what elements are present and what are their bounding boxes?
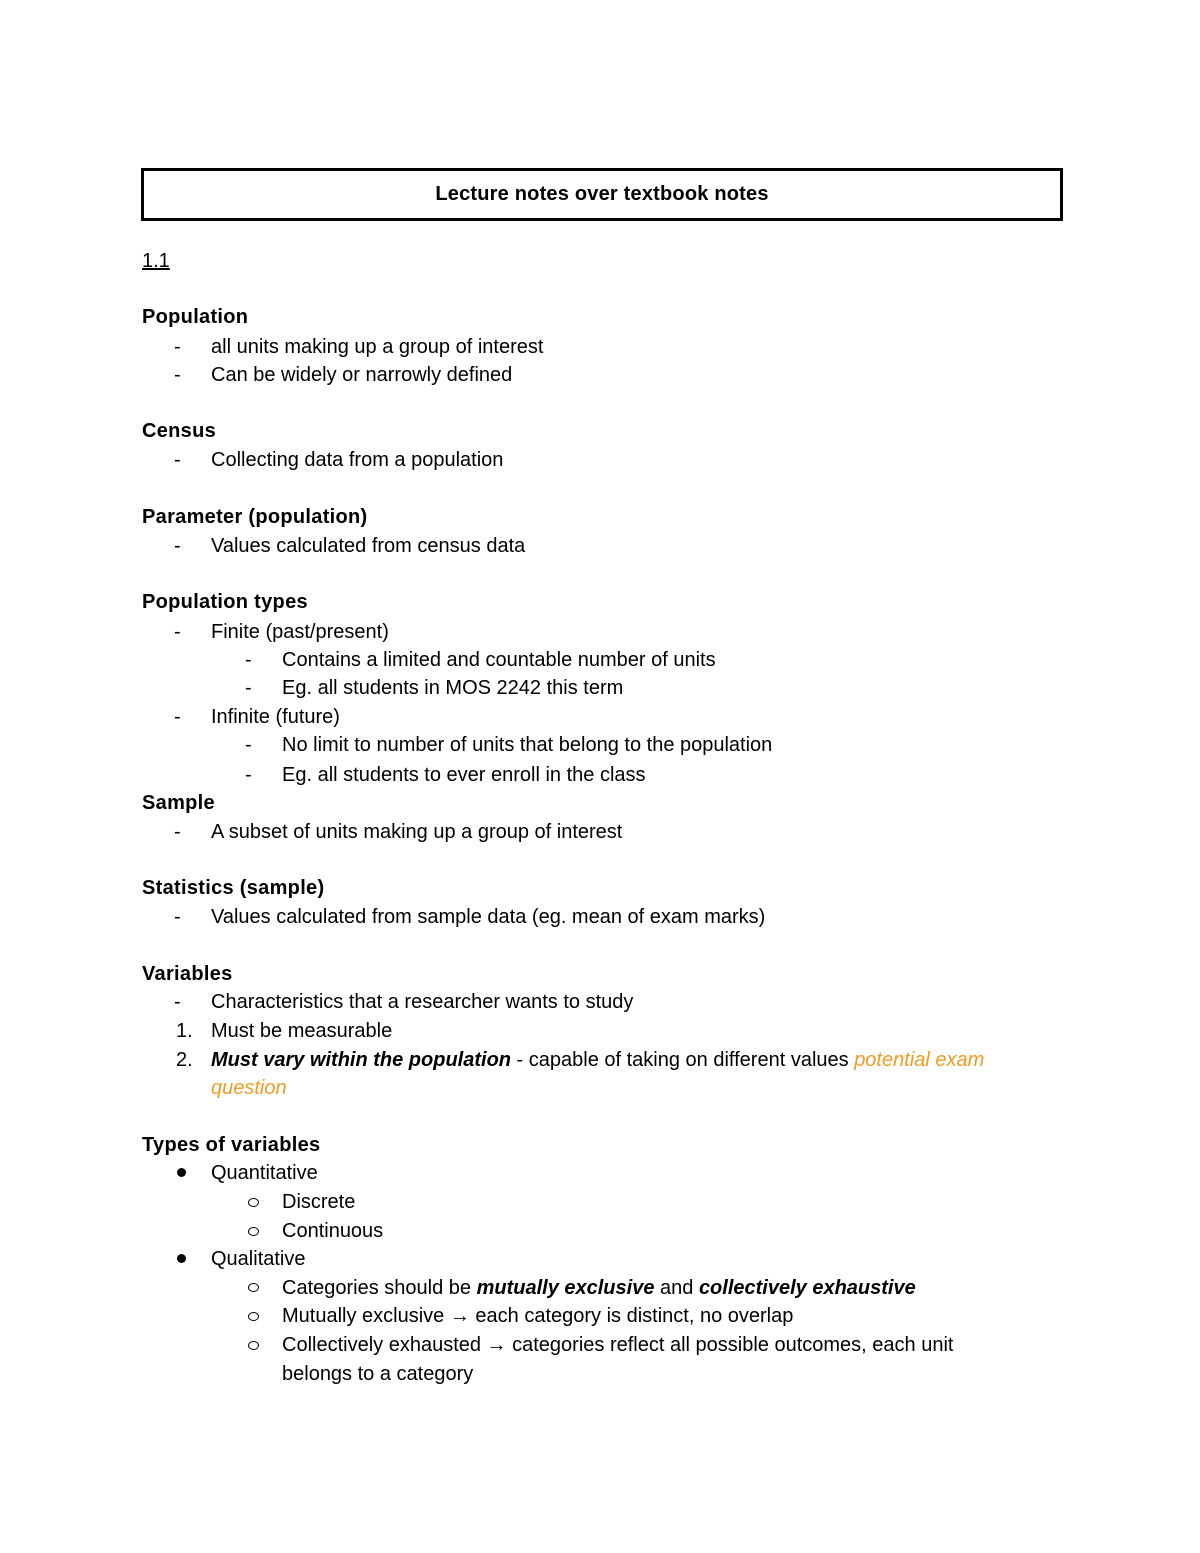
emphasis-text: Must vary within the population (211, 1049, 511, 1071)
statistics-item: Values calculated from sample data (eg. mean of exam marks) (211, 906, 766, 928)
dash-marker: - (245, 649, 252, 671)
variables-item-2 (211, 1048, 984, 1072)
list-number: 1. (176, 1020, 193, 1042)
dash-marker: - (245, 734, 252, 756)
finite-item: Eg. all students in MOS 2242 this term (282, 677, 624, 699)
dash-marker: - (174, 821, 181, 843)
heading-population: Population (142, 306, 249, 328)
qualitative-label: Qualitative (211, 1248, 306, 1270)
heading-parameter: Parameter (population) (142, 506, 368, 528)
dash-marker: - (174, 449, 181, 471)
qualitative-categories-item (282, 1276, 916, 1300)
dash-marker: - (174, 706, 181, 728)
dash-marker: - (174, 535, 181, 557)
quantitative-label: Quantitative (211, 1162, 318, 1184)
parameter-item: Values calculated from census data (211, 535, 526, 557)
census-item: Collecting data from a population (211, 449, 504, 471)
hollow-bullet-icon (248, 1341, 259, 1350)
filled-bullet-icon (177, 1168, 186, 1177)
dash-marker: - (174, 991, 181, 1013)
heading-population-types: Population types (142, 591, 308, 613)
hollow-bullet-icon (248, 1312, 259, 1321)
emphasis-text: collectively exhaustive (698, 1277, 916, 1299)
heading-types-of-variables: Types of variables (142, 1134, 321, 1156)
dash-marker: - (174, 906, 181, 928)
title-box (141, 168, 1063, 221)
finite-label: Finite (past/present) (211, 621, 389, 643)
finite-item: Contains a limited and countable number of units (282, 649, 716, 671)
collectively-exhausted-item: Collectively exhausted → categories reflect all possible outcomes, each unit (282, 1334, 954, 1356)
hollow-bullet-icon (248, 1283, 259, 1292)
sample-item: A subset of units making up a group of interest (211, 821, 623, 843)
population-item: all units making up a group of interest (211, 336, 544, 358)
dash-marker: - (245, 677, 252, 699)
quantitative-item: Continuous (282, 1220, 384, 1242)
hollow-bullet-icon (248, 1227, 259, 1236)
document-title: Lecture notes over textbook notes (435, 183, 769, 205)
categories-prefix: Categories should be (282, 1277, 477, 1299)
emphasis-text: mutually exclusive (476, 1277, 655, 1299)
exam-note-continued: question (211, 1077, 287, 1099)
infinite-label: Infinite (future) (211, 706, 340, 728)
dash-marker: - (174, 364, 181, 386)
categories-and: and (654, 1277, 699, 1299)
exam-note: potential exam (854, 1049, 985, 1071)
variables-dash-item: Characteristics that a researcher wants to study (211, 991, 634, 1013)
dash-marker: - (174, 621, 181, 643)
variables-item-2-text: - capable of taking on different values (511, 1049, 855, 1071)
heading-variables: Variables (142, 963, 233, 985)
dash-marker: - (245, 764, 252, 786)
infinite-item: Eg. all students to ever enroll in the class (282, 764, 646, 786)
filled-bullet-icon (177, 1254, 186, 1263)
heading-census: Census (142, 420, 217, 442)
infinite-item: No limit to number of units that belong to the population (282, 734, 773, 756)
quantitative-item: Discrete (282, 1191, 356, 1213)
mutually-exclusive-item: Mutually exclusive → each category is distinct, no overlap (282, 1305, 794, 1327)
population-item: Can be widely or narrowly defined (211, 364, 513, 386)
hollow-bullet-icon (248, 1198, 259, 1207)
variables-item-1: Must be measurable (211, 1020, 393, 1042)
heading-sample: Sample (142, 792, 215, 814)
list-number: 2. (176, 1049, 193, 1071)
collectively-exhausted-item-continued: belongs to a category (282, 1363, 474, 1385)
dash-marker: - (174, 336, 181, 358)
section-number: 1.1 (142, 250, 170, 272)
heading-statistics: Statistics (sample) (142, 877, 325, 899)
